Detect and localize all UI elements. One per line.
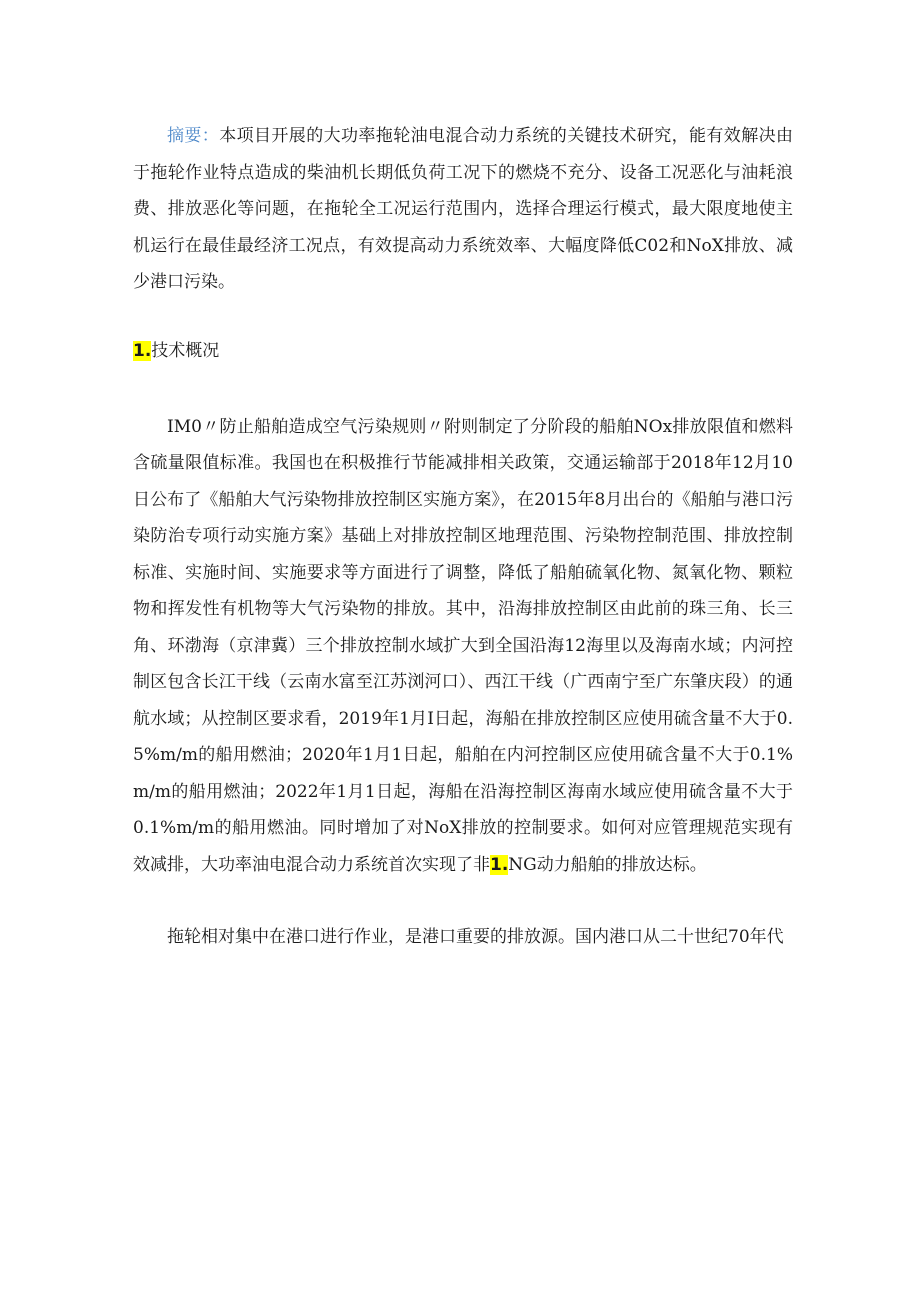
section-heading bbox=[133, 333, 793, 369]
section-number-highlight: 1. bbox=[133, 340, 152, 361]
spacer bbox=[133, 883, 793, 919]
paragraph-text-end: NG动力船舶的排放达标。 bbox=[508, 854, 707, 875]
inline-highlight: 1. bbox=[490, 854, 509, 875]
paragraph-text: 拖轮相对集中在港口进行作业，是港口重要的排放源。国内港口从二十世纪70年代 bbox=[167, 927, 784, 947]
body-paragraph-regulations bbox=[133, 409, 793, 884]
document-page bbox=[133, 118, 793, 956]
section-title: 技术概况 bbox=[151, 340, 220, 361]
abstract-label: 摘要： bbox=[167, 126, 220, 146]
spacer bbox=[133, 369, 793, 409]
spacer bbox=[133, 301, 793, 333]
abstract-text: 本项目开展的大功率拖轮油电混合动力系统的关键技术研究，能有效解决由于拖轮作业特点造成的柴油机长期低负荷工况下的燃烧不充分、设备工况恶化与油耗浪费、排放恶化等问题，在拖轮全工况运行范围内，选择合理运行模式，最大限度地使主机运行在最佳最经济工况点，有效提高动力系统效率、大幅度降低C02和NoX排放、减少港口污染。 bbox=[133, 126, 794, 292]
body-paragraph-tugboats bbox=[133, 919, 793, 956]
paragraph-text: IM0〃防止船舶造成空气污染规则〃附则制定了分阶段的船舶NOx排放限值和燃料含硫量限值标准。我国也在积极推行节能减排相关政策，交通运输部于2018年12月10日公布了《船舶大气污染物排放控制区实施方案》，在2015年8月出台的《船舶与港口污染防治专项行动实施方案》基础上对排放控制区地理范围、污染物控制范围、排放控制标准、实施时间、实施要求等方面进行了调整，降低了船舶硫氧化物、氮氧化物、颗粒物和挥发性有机物等大气污染物的排放。其中，沿海排放控制区由此前的珠三角、长三角、环渤海（京津冀）三个排放控制水域扩大到全国沿海12海里以及海南水域；内河控制区包含长江干线（云南水富至江苏浏河口）、西江干线（广西南宁至广东肇庆段）的通航水域；从控制区要求看，2019年1月I日起，海船在排放控制区应使用硫含量不大于0.5%m∕m的船用燃油；2020年1月1日起，船舶在内河控制区应使用硫含量不大于0.1%m∕m的船用燃油；2022年1月1日起，海船在沿海控制区海南水域应使用硫含量不大于0.1%m∕m的船用燃油。同时增加了对NoX排放的控制要求。如何对应管理规范实现有效减排，大功率油电混合动力系统首次实现了非 bbox=[133, 416, 793, 875]
abstract-paragraph bbox=[133, 118, 793, 301]
